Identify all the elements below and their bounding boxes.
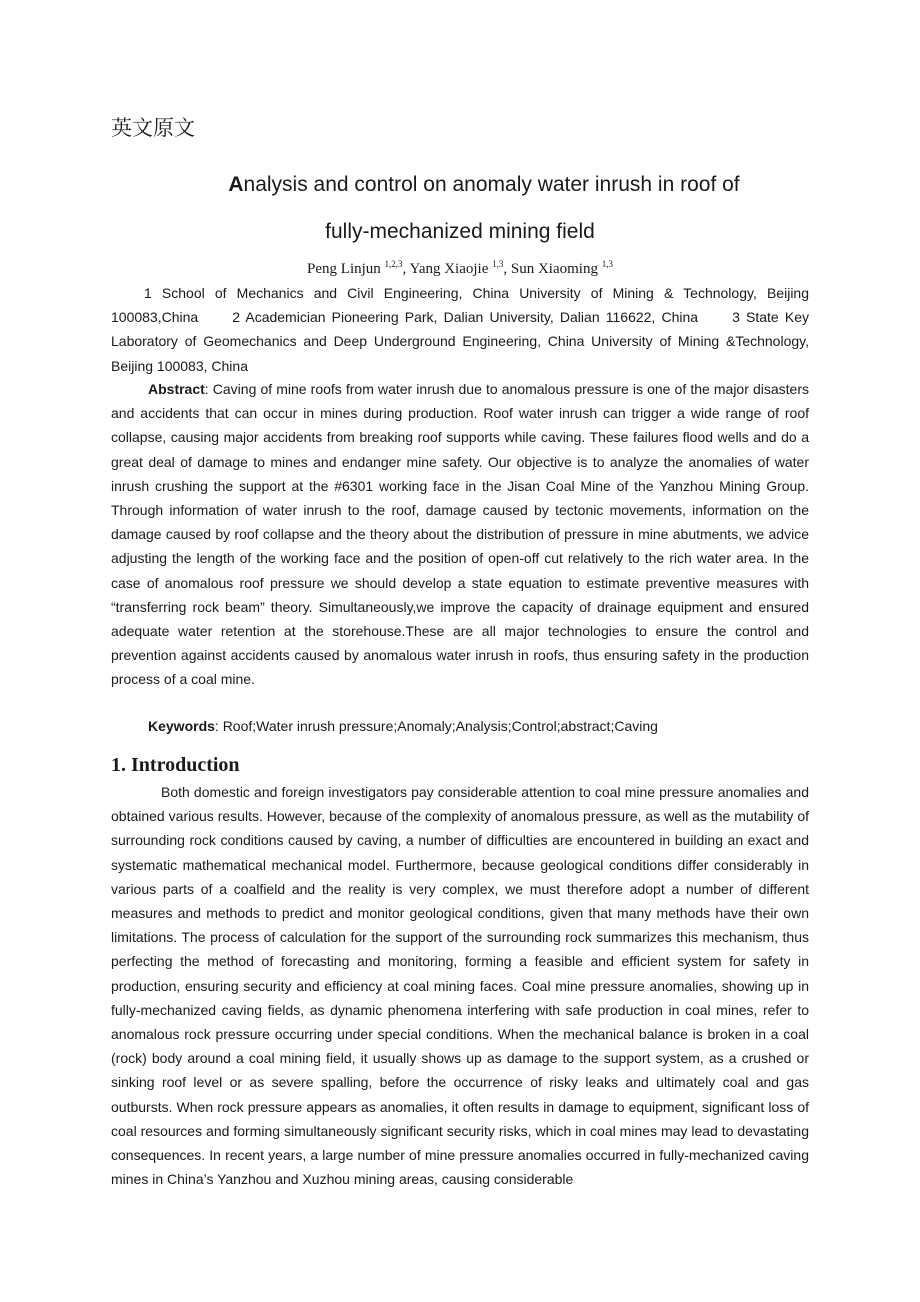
author-affiliation-marker: 1,3 — [601, 259, 613, 269]
title-initial-cap: A — [228, 173, 244, 196]
author-list: Peng Linjun $^{1,2,3}$, Yang Xiaojie $^{1,3}$, Sun Xiaoming $^{1,3}$ — [307, 259, 613, 277]
affiliation-3: 3 State Key Laboratory of Geomechanics and Deep Underground Engineering, China University of Mining &Technology, Beijing 100083, China — [111, 309, 809, 374]
keywords — [148, 714, 809, 738]
affiliation-1: 1 School of Mechanics and Civil Engineering, China University of Mining & Technology, Beijing 100083,China — [111, 285, 809, 326]
keywords-label: Keywords — [148, 718, 215, 734]
abstract — [111, 377, 809, 692]
abstract-text: : Caving of mine roofs from water inrush due to anomalous pressure is one of the major disasters and accidents that can occur in mines during production. Roof water inrush can trigger a wide range of roof collapse, causing major accidents from breaking roof supports while caving. These failures flood wells and do a great deal of damage to mines and endanger mine safety. Our objective is to analyze the anomalies of water inrush crushing the support at the #6301 working face in the Jisan Coal Mine of the Yanzhou Mining Group. Through information of water inrush to the roof, damage caused by tectonic movements, information on the damage caused by roof collapse and the theory about the distribution of pressure in mine abutments, we advice adjusting the length of the working face and the position of open-off cut relatively to the rich water area. In the case of anomalous roof pressure we should develop a state equation to estimate preventive measures with “transferring rock beam” theory. Simultaneously,we improve the capacity of drainage equipment and ensured adequate water retention at the storehouse.These are all major technologies to ensure the control and prevention against accidents caused by anomalous water inrush in roofs, thus ensuring safety in the production process of a coal mine. — [111, 381, 809, 688]
affiliation-2: 2 Academician Pioneering Park, Dalian University, Dalian 116622, China — [232, 309, 699, 326]
affiliations — [111, 281, 809, 378]
introduction-paragraph: Both domestic and foreign investigators pay considerable attention to coal mine pressure anomalies and obtained various results. However, because of the complexity of anomalous pressure, as well as the mutability of surrounding rock conditions caused by caving, a number of difficulties are encountered in building an exact and systematic mathematical mechanical model. Furthermore, because geological conditions differ considerably in various parts of a coalfield and the reality is very complex, we must therefore adopt a number of different measures and methods to predict and monitor geological conditions, given that many methods have their own limitations. The process of calculation for the support of the surrounding rock summarizes this mechanism, thus perfecting the method of forecasting and monitoring, forming a feasible and efficient system for safety in production, ensuring security and efficiency at coal mining faces. Coal mine pressure anomalies, showing up in fully-mechanized caving fields, as dynamic phenomena interfering with safe production in coal mines, refer to anomalous rock pressure occurring under special conditions. When the mechanical balance is broken in a coal (rock) body around a coal mining field, it usually shows up as damage to the support system, as a crushed or sinking roof level or as severe spalling, before the occurrence of risky leaks and ultimately coal and gas outbursts. When rock pressure appears as anomalies, it often results in damage to equipment, significant loss of coal resources and forming simultaneously significant security risks, which in coal mines may lead to devastating consequences. In recent years, a large number of mine pressure anomalies occurred in fully-mechanized caving mines in China’s Yanzhou and Xuzhou mining areas, causing considerable — [111, 784, 809, 1188]
section-heading: 1. Introduction — [111, 754, 240, 776]
author-affiliation-marker: 1,3 — [492, 259, 504, 269]
title-line-1-text: nalysis and control on anomaly water inrush in roof of — [243, 173, 740, 196]
abstract-label: Abstract — [148, 381, 205, 397]
paper-title-line-2: fully-mechanized mining field — [325, 220, 595, 243]
author-name: Peng Linjun — [307, 261, 381, 277]
author-name: Yang Xiaojie — [409, 261, 489, 277]
author-affiliation-marker: 1,2,3 — [384, 259, 403, 269]
author-name: Sun Xiaoming — [510, 261, 598, 277]
paper-title-line-1 — [24, 173, 920, 197]
keywords-text: : Roof;Water inrush pressure;Anomaly;Analysis;Control;abstract;Caving — [214, 718, 658, 734]
header-chinese: 英文原文 — [111, 116, 195, 140]
